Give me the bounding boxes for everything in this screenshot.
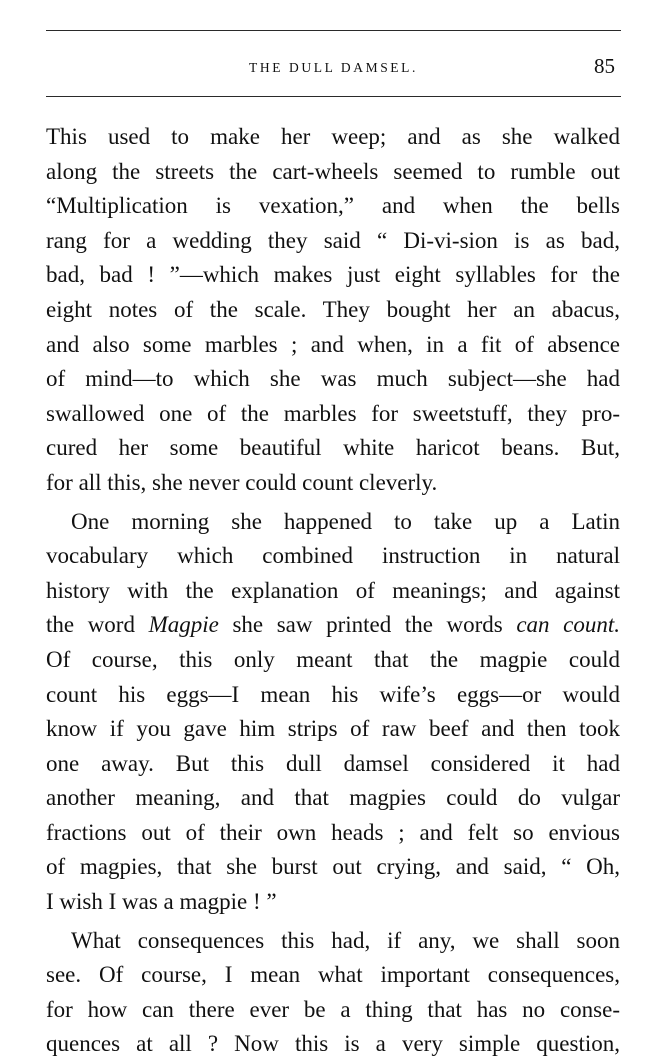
text-line: of mind—to which she was much subject—she had	[46, 366, 620, 392]
running-title: THE DULL DAMSEL.	[249, 60, 418, 75]
text-line-with-italics	[46, 608, 620, 643]
text-line: history with the explanation of meanings; and against	[46, 577, 620, 603]
text-line: Of course, this only meant that the magpie could	[46, 646, 620, 672]
paragraph-3	[46, 924, 620, 1062]
text-line: cured her some beautiful white haricot beans. But,	[46, 435, 620, 461]
text-line: “Multiplication is vexation,” and when the bells	[46, 193, 620, 219]
text-line: of magpies, that she burst out crying, and said, “ Oh,	[46, 854, 620, 880]
text-line: swallowed one of the marbles for sweetstuff, they pro-	[46, 400, 620, 426]
text-line: rang for a wedding they said “ Di-vi-sion is as bad,	[46, 227, 620, 253]
italic-word-magpie: Magpie	[148, 612, 219, 638]
text-line: one away. But this dull damsel considered it had	[46, 750, 620, 776]
text-line: another meaning, and that magpies could do vulgar	[46, 785, 620, 811]
text-line: This used to make her weep; and as she walked	[46, 124, 620, 149]
text-segment: the word	[46, 612, 149, 638]
header-rule-top	[46, 30, 621, 31]
body-text	[46, 120, 620, 1062]
text-line: What consequences this had, if any, we shall soon	[71, 927, 620, 953]
paragraph-1	[46, 120, 620, 501]
text-line: I wish I was a magpie ! ”	[46, 889, 277, 915]
page-number: 85	[594, 54, 615, 78]
text-line: along the streets the cart-wheels seemed to rumble out	[46, 158, 620, 184]
text-line: eight notes of the scale. They bought her an abacus,	[46, 296, 620, 322]
text-segment: she saw printed the words	[218, 612, 517, 638]
header-rule-bottom	[46, 96, 621, 97]
text-line: and also some marbles ; and when, in a fit of absence	[46, 331, 620, 357]
text-line: quences at all ? Now this is a very simple question,	[46, 1031, 620, 1057]
italic-phrase-can-count: can count.	[516, 612, 620, 638]
text-line: One morning she happened to take up a Latin	[71, 508, 620, 534]
text-line: bad, bad ! ”—which makes just eight syllables for the	[46, 262, 620, 288]
text-line: fractions out of their own heads ; and felt so envious	[46, 819, 620, 845]
paragraph-2	[46, 505, 620, 920]
text-line: know if you gave him strips of raw beef and then took	[46, 716, 620, 742]
running-head	[46, 56, 621, 80]
text-line: for how can there ever be a thing that has no conse-	[46, 996, 620, 1022]
text-line: see. Of course, I mean what important consequences,	[46, 962, 620, 988]
text-line: for all this, she never could count cleverly.	[46, 469, 438, 495]
text-line: count his eggs—I mean his wife’s eggs—or would	[46, 681, 620, 707]
text-line: vocabulary which combined instruction in natural	[46, 543, 620, 569]
